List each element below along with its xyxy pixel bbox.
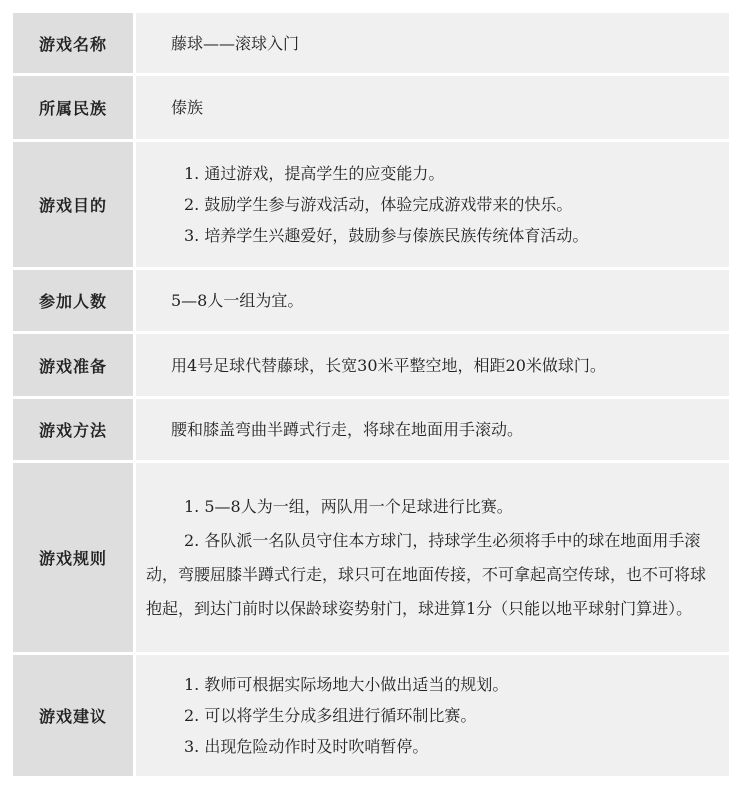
value-method <box>136 399 729 460</box>
row-ethnic-group <box>13 76 729 139</box>
participants-text: 5—8人一组为宜。 <box>171 291 304 310</box>
game-name-text: 藤球——滚球入门 <box>171 33 300 53</box>
value-rules <box>136 463 729 652</box>
label-ethnic-group: 所属民族 <box>13 76 133 139</box>
label-game-name: 游戏名称 <box>13 13 133 73</box>
row-preparation <box>13 334 729 396</box>
row-participants <box>13 270 729 331</box>
value-game-purpose <box>136 142 729 267</box>
label-suggestions: 游戏建议 <box>13 655 133 776</box>
row-game-purpose <box>13 142 729 267</box>
value-game-name <box>136 13 729 73</box>
suggestion-item: 3. 出现危险动作时及时吹哨暂停。 <box>184 737 429 756</box>
method-text: 腰和膝盖弯曲半蹲式行走，将球在地面用手滚动。 <box>171 420 524 439</box>
label-game-purpose: 游戏目的 <box>13 142 133 267</box>
value-preparation <box>136 334 729 396</box>
rules-item: 2. 各队派一名队员守住本方球门，持球学生必须将手中的球在地面用手滚动，弯腰屈膝半蹲式行走，球只可在地面传接，不可拿起高空传球，也不可将球抱起，到达门前时以保龄球姿势射门，球进算1分（只能以地平球射门算进）。 <box>146 530 707 618</box>
value-ethnic-group <box>136 76 729 139</box>
ethnic-group-text: 傣族 <box>171 98 204 117</box>
rules-item: 1. 5—8人为一组，两队用一个足球进行比赛。 <box>184 496 513 516</box>
row-method <box>13 399 729 460</box>
label-method: 游戏方法 <box>13 399 133 460</box>
row-game-name <box>13 13 729 73</box>
label-rules: 游戏规则 <box>13 463 133 652</box>
suggestion-item: 1. 教师可根据实际场地大小做出适当的规划。 <box>184 675 509 694</box>
purpose-item: 3. 培养学生兴趣爱好，鼓励参与傣族民族传统体育活动。 <box>184 226 589 245</box>
label-participants: 参加人数 <box>13 270 133 331</box>
row-rules <box>13 463 729 652</box>
purpose-item: 2. 鼓励学生参与游戏活动，体验完成游戏带来的快乐。 <box>184 195 573 214</box>
row-suggestions <box>13 655 729 776</box>
label-preparation: 游戏准备 <box>13 334 133 396</box>
suggestion-item: 2. 可以将学生分成多组进行循环制比赛。 <box>184 706 477 725</box>
preparation-text: 用4号足球代替藤球，长宽30米平整空地，相距20米做球门。 <box>171 355 606 375</box>
purpose-item: 1. 通过游戏，提高学生的应变能力。 <box>184 164 445 183</box>
value-participants <box>136 270 729 331</box>
value-suggestions <box>136 655 729 776</box>
